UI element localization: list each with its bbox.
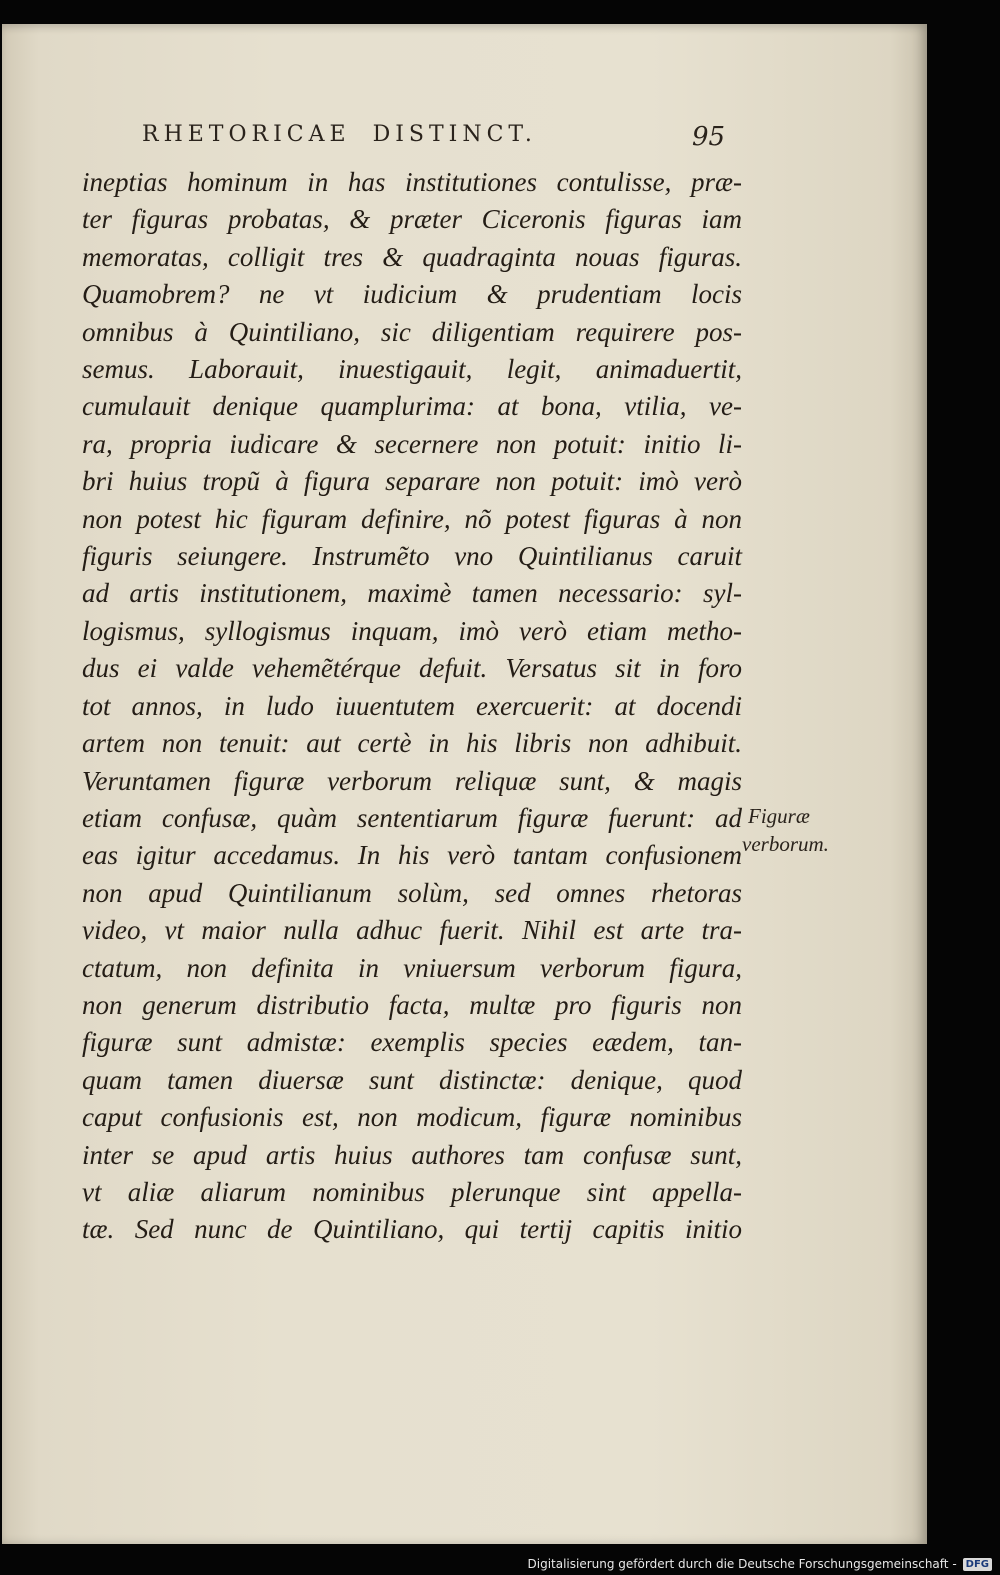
text-line: non potest hic figuram definire, nõ potest figuras à non xyxy=(82,503,742,534)
text-line: Quamobrem? ne vt iudicium & prudentiam locis xyxy=(82,279,742,310)
text-line: cumulauit denique quamplurima: at bona, vtilia, ve- xyxy=(82,391,742,422)
text-line: inter se apud artis huius authores tam confusæ sunt, xyxy=(82,1139,742,1170)
running-head-word-1: RHETORICAE xyxy=(142,122,351,147)
marginal-note-line: Figuræ xyxy=(748,804,810,828)
text-line: ctatum, non definita in vniuersum verborum figura, xyxy=(82,952,742,983)
credit-text: Digitalisierung gefördert durch die Deutsche Forschungsgemeinschaft - xyxy=(527,1557,957,1571)
text-line: non apud Quintilianum solùm, sed omnes rhetoras xyxy=(82,877,742,908)
text-line: Veruntamen figuræ verborum reliquæ sunt, & magis xyxy=(82,765,742,796)
text-line: semus. Laborauit, inuestigauit, legit, animaduertit, xyxy=(82,354,742,385)
running-head xyxy=(142,122,537,147)
text-line: ter figuras probatas, & præter Ciceronis figuras iam xyxy=(82,204,742,235)
text-line: tæ. Sed nunc de Quintiliano, qui tertij capitis initio xyxy=(82,1214,742,1245)
text-line: quam tamen diuersæ sunt distinctæ: denique, quod xyxy=(82,1064,742,1095)
page-number: 95 xyxy=(692,122,726,152)
text-line: artem non tenuit: aut certè in his libris non adhibuit. xyxy=(82,728,742,759)
text-line: non generum distributio facta, multæ pro figuris non xyxy=(82,989,742,1020)
book-page xyxy=(2,24,927,1544)
text-line: caput confusionis est, non modicum, figuræ nominibus xyxy=(82,1102,742,1133)
running-head-word-2: DISTINCT. xyxy=(372,122,537,147)
dfg-logo: DFG xyxy=(963,1558,992,1571)
text-line: eas igitur accedamus. In his verò tantam confusionem xyxy=(82,840,742,871)
text-line: figuræ sunt admistæ: exemplis species eædem, tan- xyxy=(82,1027,742,1058)
marginal-note-line: verborum. xyxy=(742,832,829,856)
text-line: ineptias hominum in has institutiones contulisse, præ- xyxy=(82,167,742,197)
text-line: dus ei valde vehemẽtérque defuit. Versatus sit in foro xyxy=(82,653,742,684)
text-line: omnibus à Quintiliano, sic diligentiam requirere pos- xyxy=(82,316,742,347)
text-line: ra, propria iudicare & secernere non potuit: initio li- xyxy=(82,428,742,459)
text-line: video, vt maior nulla adhuc fuerit. Nihil est arte tra- xyxy=(82,915,742,946)
text-line: figuris seiungere. Instrumẽto vno Quintilianus caruit xyxy=(82,541,742,572)
body-text xyxy=(82,164,742,1249)
digitization-credit xyxy=(528,1553,1000,1575)
text-line: etiam confusæ, quàm sententiarum figuræ fuerunt: ad xyxy=(82,802,742,833)
marginal-note xyxy=(742,802,829,858)
text-line: bri huius tropũ à figura separare non potuit: imò verò xyxy=(82,466,742,497)
text-line: logismus, syllogismus inquam, imò verò etiam metho- xyxy=(82,615,742,646)
text-line: memoratas, colligit tres & quadraginta nouas figuras. xyxy=(82,241,742,272)
text-line: tot annos, in ludo iuuentutem exercuerit: at docendi xyxy=(82,690,742,721)
text-line: ad artis institutionem, maximè tamen necessario: syl- xyxy=(82,578,742,609)
text-line: vt aliæ aliarum nominibus plerunque sint appella- xyxy=(82,1176,742,1207)
